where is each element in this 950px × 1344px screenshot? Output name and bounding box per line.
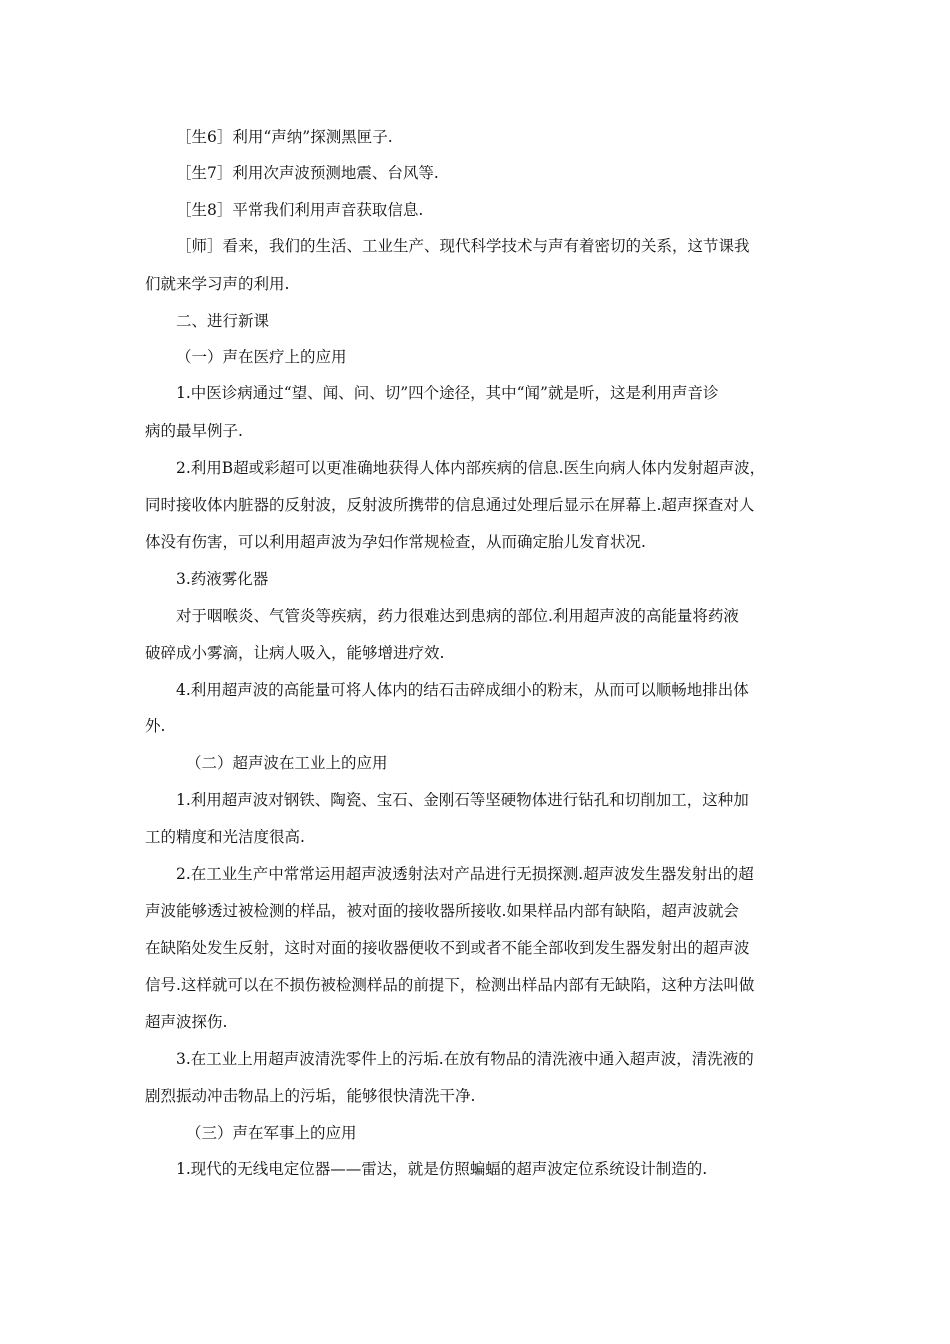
paragraph-line: 体没有伤害，可以利用超声波为孕妇作常规检查，从而确定胎儿发育状况.	[145, 533, 646, 551]
paragraph-line: 剧烈振动冲击物品上的污垢，能够很快清洗干净.	[145, 1087, 476, 1105]
dialogue-line: ［生8］平常我们利用声音获取信息.	[176, 201, 424, 219]
subsection-heading: （三）声在军事上的应用	[186, 1124, 357, 1142]
subsection-heading: （一）声在医疗上的应用	[176, 348, 347, 366]
paragraph-line: 1.利用超声波对钢铁、陶瓷、宝石、金刚石等坚硬物体进行钻孔和切削加工，这种加	[176, 791, 749, 809]
paragraph-line: 2.在工业生产中常常运用超声波透射法对产品进行无损探测.超声波发生器发射出的超	[176, 865, 754, 883]
paragraph-line: 病的最早例子.	[145, 422, 243, 440]
paragraph-line: 3.药液雾化器	[176, 570, 269, 588]
paragraph-line: 同时接收体内脏器的反射波，反射波所携带的信息通过处理后显示在屏幕上.超声探查对人	[145, 496, 755, 514]
dialogue-line: ［生6］利用“声纳”探测黑匣子.	[176, 128, 393, 146]
paragraph-line: 对于咽喉炎、气管炎等疾病，药力很难达到患病的部位.利用超声波的高能量将药液	[176, 607, 739, 625]
paragraph-line: 外.	[145, 717, 166, 735]
subsection-heading: （二）超声波在工业上的应用	[186, 754, 388, 772]
paragraph-line: 超声波探伤.	[145, 1013, 228, 1031]
paragraph-line: 工的精度和光洁度很高.	[145, 828, 305, 846]
paragraph-line: 声波能够透过被检测的样品，被对面的接收器所接收.如果样品内部有缺陷，超声波就会	[145, 902, 739, 920]
paragraph-line: 4.利用超声波的高能量可将人体内的结石击碎成细小的粉末，从而可以顺畅地排出体	[176, 681, 749, 699]
paragraph-line: 3.在工业上用超声波清洗零件上的污垢.在放有物品的清洗液中通入超声波，清洗液的	[176, 1050, 754, 1068]
paragraph-line: ［师］看来，我们的生活、工业生产、现代科学技术与声有着密切的关系，这节课我	[176, 237, 750, 255]
paragraph-line: 信号.这样就可以在不损伤被检测样品的前提下，检测出样品内部有无缺陷，这种方法叫做	[145, 976, 755, 994]
dialogue-line: ［生7］利用次声波预测地震、台风等.	[176, 164, 439, 182]
section-heading: 二、进行新课	[176, 312, 270, 330]
paragraph-line: 1.现代的无线电定位器——雷达，就是仿照蝙蝠的超声波定位系统设计制造的.	[176, 1160, 708, 1178]
paragraph-line: 在缺陷处发生反射，这时对面的接收器便收不到或者不能全部收到发生器发射出的超声波	[145, 939, 750, 957]
paragraph-line: 们就来学习声的利用.	[145, 275, 290, 293]
paragraph-line: 破碎成小雾滴，让病人吸入，能够增进疗效.	[145, 644, 445, 662]
paragraph-line: 1.中医诊病通过“望、闻、问、切”四个途径，其中“闻”就是听，这是利用声音诊	[176, 384, 719, 402]
paragraph-line: 2.利用B超或彩超可以更准确地获得人体内部疾病的信息.医生向病人体内发射超声波，	[176, 459, 766, 477]
